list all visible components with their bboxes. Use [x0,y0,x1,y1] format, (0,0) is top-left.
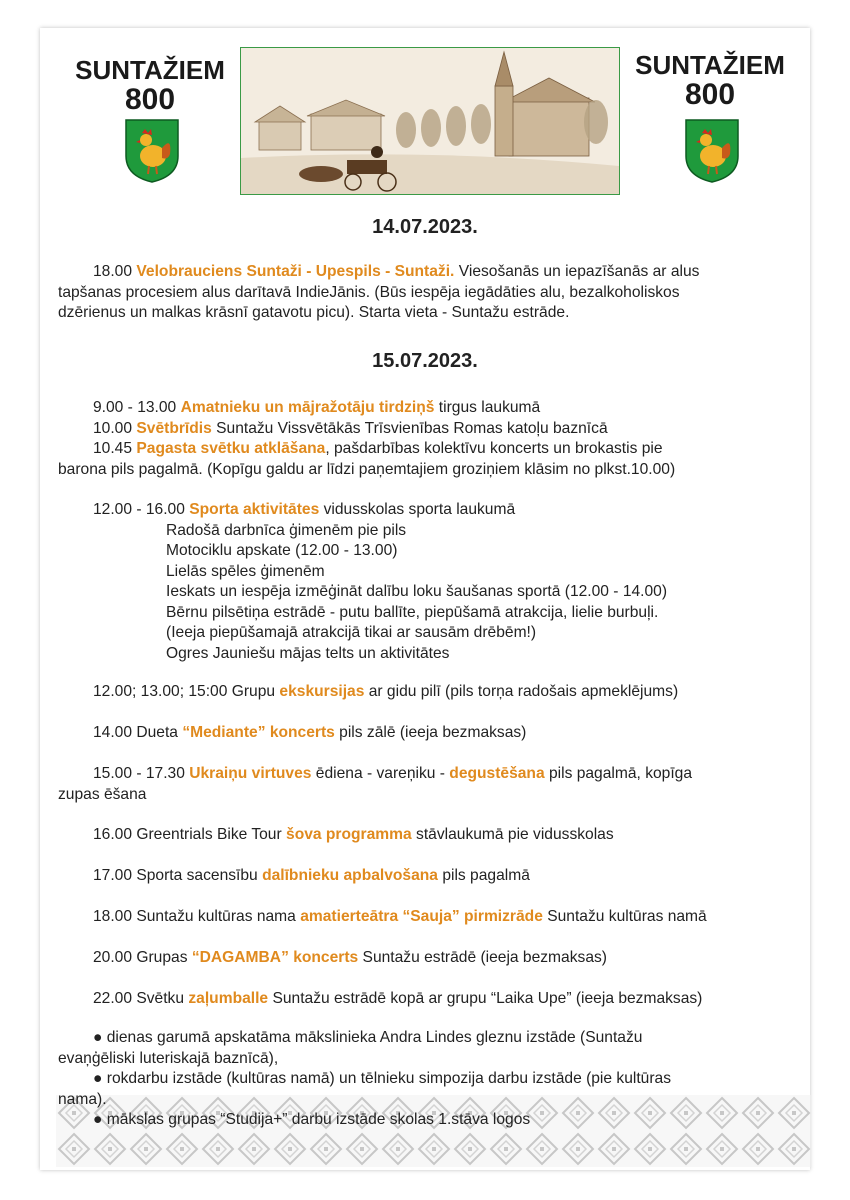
event-line [58,682,818,703]
event-time: 18.00 Suntažu kultūras nama [93,908,296,925]
event-item [58,948,818,969]
event-highlight: Ukraiņu virtuves [189,765,312,782]
bullet-item: ● rokdarbu izstāde (kultūras namā) un tēlnieku simpozija darbu izstāde (pie kultūras [93,1070,672,1087]
day1-event-line3: dzērienus un malkas krāsnī gatavotu picu). Starta vieta - Suntažu estrāde. [58,304,570,321]
event-description: stāvlaukumā pie vidusskolas [416,826,614,843]
sport-activities-block [58,500,818,664]
bullet-item: ● dienas garumā apskatāma mākslinieka Andra Lindes gleznu izstāde (Suntažu [93,1029,643,1046]
event-description: , pašdarbības kolektīvu koncerts un brokastis pie [325,440,663,457]
event-highlight: “DAGAMBA” koncerts [191,949,359,966]
day1-event-line1 [58,262,818,283]
event-description: ēdiena - vareņiku - [315,765,445,782]
event-item [58,907,818,928]
event-time: 16.00 Greentrials Bike Tour [93,826,282,843]
event-description: pils pagalmā [442,867,530,884]
exhibitions-list [58,1028,818,1131]
bullet-item-line2: nama). [58,1090,107,1108]
bullet-item-line2: evaņģēliski luteriskajā baznīcā), [58,1049,279,1067]
event-highlight: Velobrauciens Suntaži - Upespils - Suntaži. [136,263,455,280]
sub-activity: Ogres Jauniešu mājas telts un aktivitātes [166,644,450,662]
day1-event-line2: tapšanas procesiem alus darītavā IndieJānis. (Būs iespēja iegādāties alu, bezalkoholiskos [58,283,680,301]
event-item [58,866,818,887]
left-number: 800 [124,83,176,116]
event-line [58,764,818,785]
sub-activity: Motociklu apskate (12.00 - 13.00) [166,542,398,559]
event-description-line2: barona pils pagalmā. (Kopīgu galdu ar līdzi paņemtajiem groziņiem klāsim no plkst.10.00) [58,460,676,478]
right-number: 800 [684,78,736,111]
rooster-shield-icon [124,118,180,184]
event-description: vidusskolas sporta laukumā [323,501,516,518]
event-line [58,989,818,1010]
event-item [58,764,818,805]
event-highlight: ekskursijas [279,683,365,700]
event-time: 15.00 - 17.30 [93,765,185,782]
sub-activity: Bērnu pilsētiņa estrādē - putu ballīte, piepūšamā atrakcija, lielie burbuļi. [166,603,659,621]
event-time: 14.00 Dueta [93,724,178,741]
event-description: Viesošanās un iepazīšanās ar alus [458,263,700,280]
rooster-shield-icon [684,118,740,184]
date-heading-day1: 14.07.2023. [372,216,478,238]
event-highlight: Pagasta svētku atklāšana [136,440,326,457]
event-time: 18.00 [93,263,133,280]
event-line [58,723,818,744]
event-item [58,419,818,440]
day1-event [58,262,818,324]
event-item [58,682,818,703]
sub-activity: Lielās spēles ģimenēm [166,562,325,580]
event-description: pils pagalmā, kopīga [548,765,693,782]
event-highlight: “Mediante” koncerts [182,724,335,741]
event-item [58,398,818,419]
event-highlight: degustēšana [449,765,545,782]
event-time: 12.00 - 16.00 [93,501,185,518]
day2-morning-events [58,398,818,480]
event-time: 17.00 Sporta sacensību [93,867,258,884]
event-description-line2: zupas ēšana [58,785,147,803]
event-highlight: zaļumballe [188,990,269,1007]
event-description: ar gidu pilī (pils torņa radošais apmeklējums) [368,683,679,700]
event-line [58,907,818,928]
event-time: 22.00 Svētku [93,990,185,1007]
event-time: 9.00 - 13.00 [93,399,177,416]
left-title: SUNTAŽIEM [75,55,225,85]
event-item [58,439,818,460]
event-highlight: Amatnieku un mājražotāju tirdziņš [180,399,435,416]
right-title: SUNTAŽIEM [635,50,785,80]
event-item [58,723,818,744]
sub-activity: (Ieeja piepūšamajā atrakcijā tikai ar sausām drēbēm!) [166,624,537,641]
event-item [58,825,818,846]
event-description: Suntažu Vissvētākās Trīsvienības Romas katoļu baznīcā [216,419,608,437]
event-time: 20.00 Grupas [93,949,188,966]
event-line [58,825,818,846]
event-highlight: Sporta aktivitātes [189,501,320,518]
event-line [58,866,818,887]
right-title-block [620,50,800,110]
event-description: Suntažu estrādē kopā ar grupu “Laika Upe” (ieeja bezmaksas) [272,990,703,1007]
event-description: Suntažu estrādē (ieeja bezmaksas) [362,949,607,966]
bullet-item: ● mākslas grupas “Studija+” darbu izstāde skolas 1.stāva logos [93,1111,531,1128]
event-line [58,948,818,969]
event-time: 12.00; 13.00; 15:00 Grupu [93,683,276,700]
sub-activity: Radošā darbnīca ģimenēm pie pils [166,521,407,539]
event-description: tirgus laukumā [438,399,541,416]
event-time: 10.45 [93,440,133,457]
event-highlight: dalībnieku apbalvošana [262,867,438,884]
date-heading-day2: 15.07.2023. [372,350,478,372]
event-time: 10.00 [93,419,133,437]
event-item [58,989,818,1010]
event-description: pils zālē (ieeja bezmaksas) [339,724,527,741]
church-engraving-image [240,47,620,195]
church-engraving-drawing [241,48,619,194]
event-highlight: Svētbrīdis [136,419,212,437]
left-title-block [60,55,240,115]
event-highlight: šova programma [286,826,412,843]
event-item [58,500,818,521]
sub-activity: Ieskats un iespēja izmēģināt dalību loku šaušanas sportā (12.00 - 14.00) [166,583,668,600]
event-description: Suntažu kultūras namā [547,908,707,925]
event-highlight: amatierteātra “Sauja” pirmizrāde [300,908,543,925]
